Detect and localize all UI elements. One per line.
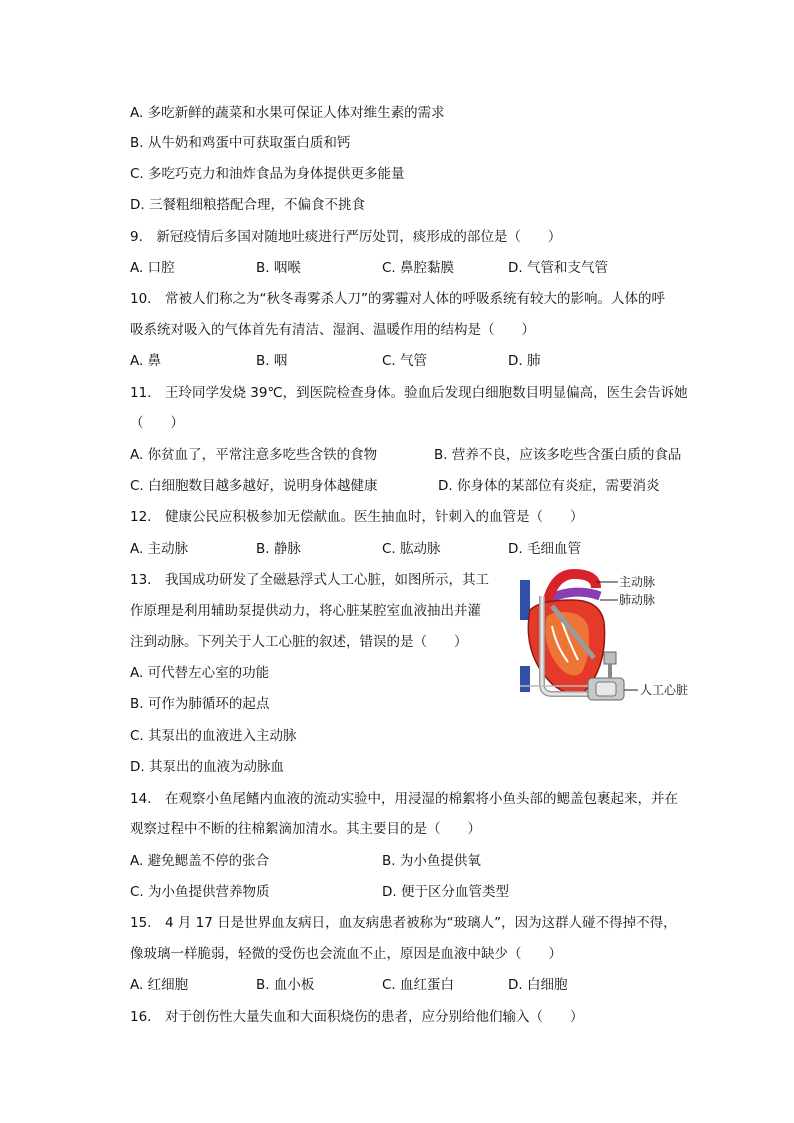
- q10-stem-line1: 10. 常被人们称之为“秋冬毒雾杀人刀”的雾霾对人体的呼吸系统有较大的影响。人体的呼: [130, 291, 665, 307]
- q10-option-d: D. 肺: [508, 353, 541, 369]
- q8-option-d: D. 三餐粗细粮搭配合理，不偏食不挑食: [130, 197, 365, 213]
- q8-option-c: C. 多吃巧克力和油炸食品为身体提供更多能量: [130, 166, 405, 182]
- q9-option-d: D. 气管和支气管: [508, 260, 608, 276]
- q10-stem-line2: 吸系统对吸入的气体首先有清洁、湿润、温暖作用的结构是（ ）: [130, 322, 535, 338]
- q13-stem-line1: 13. 我国成功研发了全磁悬浮式人工心脏，如图所示，其工: [130, 572, 489, 588]
- artificial-heart-label: 人工心脏: [640, 683, 689, 697]
- q12-option-b: B. 静脉: [256, 541, 301, 557]
- q12-stem: 12. 健康公民应积极参加无偿献血。医生抽血时，针刺入的血管是（ ）: [130, 509, 584, 525]
- q13-option-d: D. 其泵出的血液为动脉血: [130, 759, 284, 775]
- q14-option-b: B. 为小鱼提供氧: [382, 853, 481, 869]
- q9-option-c: C. 鼻腔黏膜: [382, 260, 455, 276]
- q11-stem-line2: （ ）: [130, 415, 184, 431]
- q14-option-d: D. 便于区分血管类型: [382, 884, 509, 900]
- q9-stem: 9. 新冠疫情后多国对随地吐痰进行严厉处罚，痰形成的部位是（ ）: [130, 229, 562, 245]
- q11-option-d: D. 你身体的某部位有炎症，需要消炎: [438, 478, 660, 494]
- q15-stem-line1: 15. 4 月 17 日是世界血友病日，血友病患者被称为“玻璃人”，因为这群人碰不得掉不得，: [130, 915, 677, 931]
- q14-stem-line2: 观察过程中不断的往棉絮滴加清水。其主要目的是（ ）: [130, 821, 481, 837]
- q11-option-b: B. 营养不良，应该多吃些含蛋白质的食品: [434, 447, 682, 463]
- q12-option-c: C. 肱动脉: [382, 541, 441, 557]
- q11-option-a: A. 你贫血了，平常注意多吃些含铁的食物: [130, 447, 378, 463]
- q15-stem-line2: 像玻璃一样脆弱，轻微的受伤也会流血不止，原因是血液中缺少（ ）: [130, 946, 562, 962]
- q8-option-b: B. 从牛奶和鸡蛋中可获取蛋白质和钙: [130, 135, 351, 151]
- artificial-heart-figure: [512, 566, 702, 710]
- q13-stem-line2: 作原理是利用辅助泵提供动力，将心脏某腔室血液抽出并灌: [130, 603, 481, 619]
- q15-option-d: D. 白细胞: [508, 977, 568, 993]
- q13-option-a: A. 可代替左心室的功能: [130, 665, 270, 681]
- q10-option-c: C. 气管: [382, 353, 428, 369]
- pulmonary-artery-label: 肺动脉: [619, 593, 656, 607]
- q11-option-c: C. 白细胞数目越多越好，说明身体越健康: [130, 478, 378, 494]
- q12-option-a: A. 主动脉: [130, 541, 189, 557]
- q14-stem-line1: 14. 在观察小鱼尾鳍内血液的流动实验中，用浸湿的棉絮将小鱼头部的鳃盖包裹起来，并在: [130, 791, 678, 807]
- q13-option-b: B. 可作为肺循环的起点: [130, 696, 270, 712]
- q13-option-c: C. 其泵出的血液进入主动脉: [130, 728, 297, 744]
- q13-stem-line3: 注到动脉。下列关于人工心脏的叙述，错误的是（ ）: [130, 634, 468, 650]
- q14-option-a: A. 避免鳃盖不停的张合: [130, 853, 270, 869]
- q14-option-c: C. 为小鱼提供营养物质: [130, 884, 270, 900]
- q16-stem: 16. 对于创伤性大量失血和大面积烧伤的患者，应分别给他们输入（ ）: [130, 1009, 584, 1025]
- q10-option-a: A. 鼻: [130, 353, 162, 369]
- q15-option-b: B. 血小板: [256, 977, 315, 993]
- q12-option-d: D. 毛细血管: [508, 541, 581, 557]
- q9-option-b: B. 咽喉: [256, 260, 301, 276]
- q15-option-a: A. 红细胞: [130, 977, 189, 993]
- q9-option-a: A. 口腔: [130, 260, 175, 276]
- q11-stem-line1: 11. 王玲同学发烧 39℃，到医院检查身体。验血后发现白细胞数目明显偏高，医生会告诉她: [130, 385, 688, 401]
- q15-option-c: C. 血红蛋白: [382, 977, 455, 993]
- q10-option-b: B. 咽: [256, 353, 288, 369]
- aorta-label: 主动脉: [619, 575, 656, 589]
- q8-option-a: A. 多吃新鲜的蔬菜和水果可保证人体对维生素的需求: [130, 105, 445, 121]
